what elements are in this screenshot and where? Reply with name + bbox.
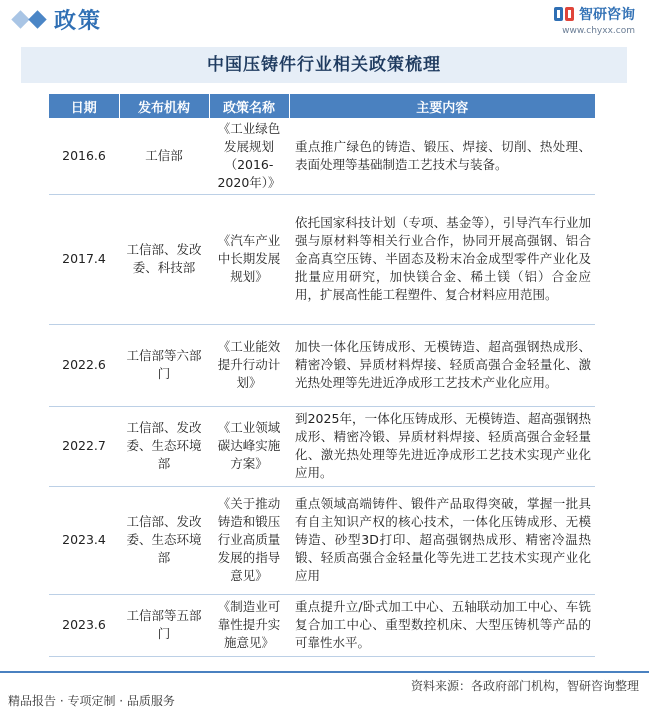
cell-content: 依托国家科技计划（专项、基金等），引导汽车行业加强与原材料等相关行业合作，协同开展高强钢、铝合金高真空压铸、半固态及粉末冶金成型零件产业化及批量应用研究，加快镁合金、稀土镁（铝）合金应用，扩展高性能工程塑件、复合材料应用范围。 — [289, 194, 595, 324]
section-heading — [12, 4, 102, 35]
cell-org: 工信部等六部门 — [119, 324, 209, 406]
cell-content: 重点提升立/卧式加工中心、五轴联动加工中心、车铣复合加工中心、重型数控机床、大型压铸机等产品的可靠性水平。 — [289, 594, 595, 656]
cell-policy-name: 《关于推动铸造和锻压行业高质量发展的指导意见》 — [209, 486, 289, 594]
table-row — [49, 486, 595, 594]
cell-org: 工信部 — [119, 118, 209, 194]
column-header-org: 发布机构 — [119, 94, 209, 118]
cell-date: 2017.4 — [49, 194, 119, 324]
cell-policy-name: 《汽车产业中长期发展规划》 — [209, 194, 289, 324]
table-header-row — [49, 94, 595, 118]
page-footer — [0, 673, 649, 712]
cell-date: 2023.4 — [49, 486, 119, 594]
table-title: 中国压铸件行业相关政策梳理 — [21, 47, 627, 83]
cell-org: 工信部等五部门 — [119, 594, 209, 656]
column-header-date: 日期 — [49, 94, 119, 118]
cell-content: 重点推广绿色的铸造、锻压、焊接、切削、热处理、表面处理等基础制造工艺技术与装备。 — [289, 118, 595, 194]
column-header-name: 政策名称 — [209, 94, 289, 118]
cell-policy-name: 《制造业可靠性提升实施意见》 — [209, 594, 289, 656]
brand-url: www.chyxx.com — [562, 26, 635, 36]
table-row — [49, 324, 595, 406]
cell-org: 工信部、发改委、生态环境部 — [119, 406, 209, 486]
table-row — [49, 406, 595, 486]
cell-date: 2022.7 — [49, 406, 119, 486]
cell-date: 2023.6 — [49, 594, 119, 656]
diamond-icon — [12, 8, 50, 32]
cell-date: 2016.6 — [49, 118, 119, 194]
source-note: 资料来源：各政府部门机构，智研咨询整理 — [410, 679, 639, 693]
cell-policy-name: 《工业绿色发展规划（2016-2020年）》 — [209, 118, 289, 194]
brand-name: 智研咨询 — [579, 7, 635, 23]
cell-policy-name: 《工业能效提升行动计划》 — [209, 324, 289, 406]
cell-content: 加快一体化压铸成形、无模铸造、超高强钢热成形、精密冷锻、异质材料焊接、轻质高强合金轻量化、激光热处理等先进近净成形工艺技术产业化应用。 — [289, 324, 595, 406]
cell-content: 到2025年，一体化压铸成形、无模铸造、超高强钢热成形、精密冷锻、异质材料焊接、轻质高强合金轻量化、激光热处理等先进近净成形工艺技术实现产业化应用。 — [289, 406, 595, 486]
table-row — [49, 594, 595, 656]
policy-table — [49, 94, 595, 657]
section-title: 政策 — [54, 9, 103, 34]
brand-logo-icon — [553, 5, 575, 23]
cell-org: 工信部、发改委、生态环境部 — [119, 486, 209, 594]
table-row — [49, 194, 595, 324]
cell-date: 2022.6 — [49, 324, 119, 406]
cell-policy-name: 《工业领域碳达峰实施方案》 — [209, 406, 289, 486]
column-header-content: 主要内容 — [289, 94, 595, 118]
table-row — [49, 118, 595, 194]
page-header — [0, 0, 649, 40]
brand-logo — [553, 4, 635, 36]
cell-org: 工信部、发改委、科技部 — [119, 194, 209, 324]
cell-content: 重点领域高端铸件、锻件产品取得突破，掌握一批具有自主知识产权的核心技术，一体化压铸成形、无模铸造、砂型3D打印、超高强钢热成形、精密冷温热锻、轻质高强合金轻量化等先进工艺技术实现产业化应用 — [289, 486, 595, 594]
footer-tagline: 精品报告 · 专项定制 · 品质服务 — [8, 694, 175, 708]
